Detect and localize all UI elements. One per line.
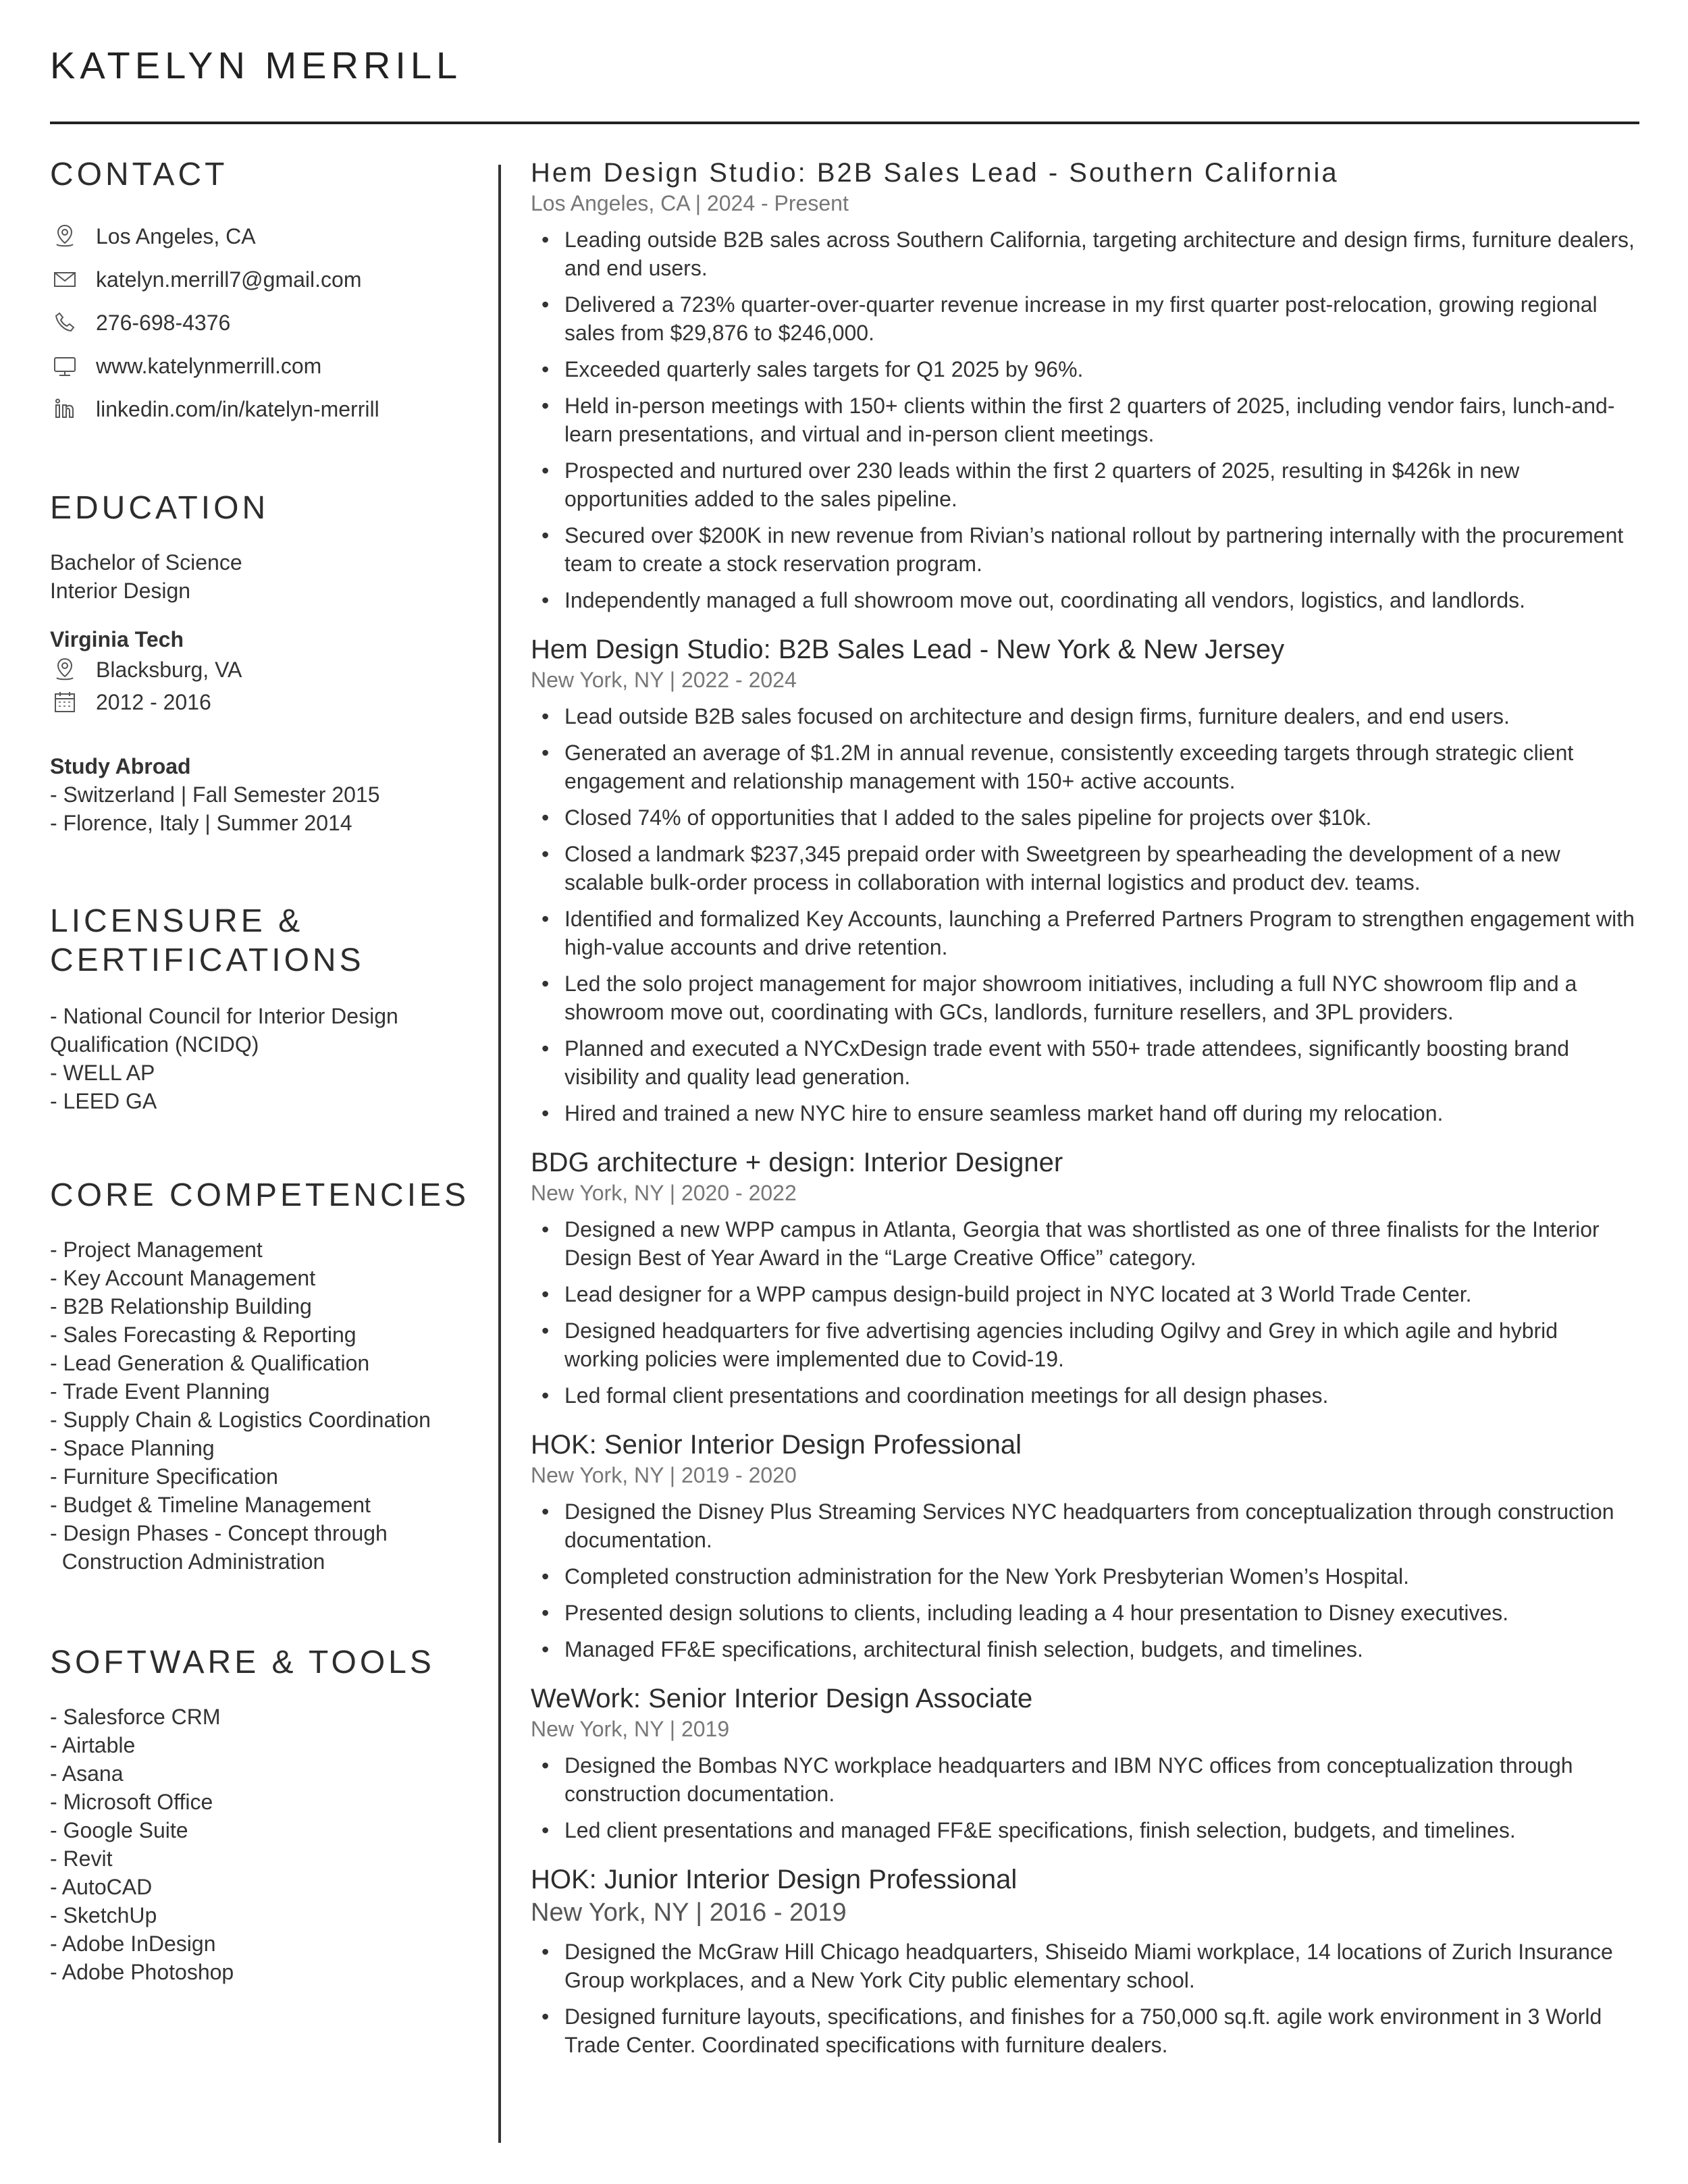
job-meta: New York, NY | 2016 - 2019 [531,1898,847,1927]
software-item: - Salesforce CRM [50,1705,221,1729]
job-bullet: • Hired and trained a new NYC hire to ensure seamless market hand off during my relocation. [564,1099,1638,1127]
study-abroad-item: - Switzerland | Fall Semester 2015 [50,782,380,807]
job-meta: New York, NY | 2022 - 2024 [531,668,797,692]
education-heading: EDUCATION [50,490,269,526]
contact-heading: CONTACT [50,157,228,192]
contact-location-text: Los Angeles, CA [96,223,256,248]
major: Interior Design [50,579,191,603]
software-item: - AutoCAD [50,1875,153,1899]
job-bullet: • Managed FF&E specifications, architectural finish selection, budgets, and timelines. [564,1635,1638,1663]
job-meta: New York, NY | 2019 - 2020 [531,1463,797,1487]
competency-item: - Sales Forecasting & Reporting [50,1323,357,1347]
contact-linkedin[interactable] [50,388,482,431]
software-item: - Microsoft Office [50,1790,213,1814]
job-meta: New York, NY | 2019 [531,1717,730,1741]
job-bullet: • Presented design solutions to clients, including leading a 4 hour presentation to Disney executives. [564,1599,1638,1627]
job-bullet: • Independently managed a full showroom move out, coordinating all vendors, logistics, and landlords. [564,586,1638,614]
linkedin-icon [50,396,80,423]
licensure-item: Qualification (NCIDQ) [50,1032,259,1057]
location-pin-icon [50,656,80,683]
job-bullet: • Designed headquarters for five advertising agencies including Ogilvy and Grey in which agile and hybrid working policies were implemented due to Covid-19. [564,1316,1638,1373]
left-column [50,155,482,1986]
job-meta: New York, NY | 2020 - 2022 [531,1181,797,1205]
software-item: - Asana [50,1761,124,1786]
job-entry [531,1146,1638,1410]
contact-phone-text[interactable]: 276-698-4376 [96,310,231,335]
study-abroad-item: - Florence, Italy | Summer 2014 [50,811,352,835]
job-title: BDG architecture + design: Interior Designer [531,1148,1063,1177]
job-entry [531,633,1638,1127]
licensure-section [50,902,482,1115]
contact-location [50,215,482,258]
software-item: - Revit [50,1846,113,1871]
job-bullet: • Led formal client presentations and coordination meetings for all design phases. [564,1381,1638,1410]
competency-item: - Furniture Specification [50,1464,278,1489]
competency-item: - Supply Chain & Logistics Coordination [50,1408,431,1432]
software-item: - Adobe Photoshop [50,1960,234,1984]
envelope-icon [50,266,80,293]
competency-item: - Trade Event Planning [50,1379,270,1404]
competency-item: - Space Planning [50,1436,215,1460]
contact-email[interactable] [50,258,482,301]
job-meta: Los Angeles, CA | 2024 - Present [531,191,849,215]
licensure-heading-line1: LICENSURE & [50,903,304,939]
job-bullet: • Held in-person meetings with 150+ clients within the first 2 quarters of 2025, including vendor fairs, lunch-and-learn presentations, and virtual and in-person client meetings. [564,392,1638,448]
job-title: Hem Design Studio: B2B Sales Lead - Southern California [531,158,1339,188]
column-divider [498,165,501,2143]
contact-email-text[interactable]: katelyn.merrill7@gmail.com [96,267,362,292]
competency-item: Construction Administration [50,1549,325,1574]
school-years [50,686,482,718]
software-heading: SOFTWARE & TOOLS [50,1645,435,1680]
job-bullet: • Completed construction administration for the New York Presbyterian Women’s Hospital. [564,1562,1638,1591]
job-bullet: • Leading outside B2B sales across Southern California, targeting architecture and design firms, furniture dealers, and end users. [564,225,1638,282]
competencies-heading: CORE COMPETENCIES [50,1177,470,1213]
job-bullet: • Lead designer for a WPP campus design-build project in NYC located at 3 World Trade Center. [564,1280,1638,1308]
job-title: Hem Design Studio: B2B Sales Lead - New York & New Jersey [531,635,1285,664]
job-bullet: • Planned and executed a NYCxDesign trade event with 550+ trade attendees, significantly boosting brand visibility and quality lead generation. [564,1034,1638,1091]
software-item: - Airtable [50,1733,136,1757]
education-section [50,489,482,837]
contact-website[interactable] [50,344,482,388]
competency-item: - Design Phases - Concept through [50,1521,388,1545]
job-bullet: • Delivered a 723% quarter-over-quarter revenue increase in my first quarter post-relocation, growing regional sales from $29,876 to $246,000. [564,290,1638,347]
school-location-text: Blacksburg, VA [96,657,242,682]
competency-item: - B2B Relationship Building [50,1294,312,1319]
job-bullet: • Designed the McGraw Hill Chicago headquarters, Shiseido Miami workplace, 14 locations of Zurich Insurance Group workplaces, and a New York City public elementary school. [564,1938,1638,1994]
software-item: - Google Suite [50,1818,188,1842]
phone-icon [50,309,80,336]
job-entry [531,1863,1638,2059]
contact-website-text[interactable]: www.katelynmerrill.com [96,353,322,378]
job-bullet: • Lead outside B2B sales focused on architecture and design firms, furniture dealers, and end users. [564,702,1638,730]
job-title: WeWork: Senior Interior Design Associate [531,1684,1033,1713]
location-pin-icon [50,223,80,250]
job-bullet: • Identified and formalized Key Accounts, launching a Preferred Partners Program to strengthen engagement with high-value accounts and drive retention. [564,905,1638,961]
job-title: HOK: Junior Interior Design Professional [531,1865,1018,1894]
licensure-item: - LEED GA [50,1089,157,1113]
job-bullet: • Secured over $200K in new revenue from Rivian’s national rollout by partnering internally with the procurement team to create a stock reservation program. [564,521,1638,578]
competency-item: - Key Account Management [50,1266,316,1290]
licensure-item: - WELL AP [50,1061,155,1085]
job-entry [531,1429,1638,1663]
job-bullet: • Prospected and nurtured over 230 leads within the first 2 quarters of 2025, resulting in $426k in new opportunities added to the sales pipeline. [564,456,1638,513]
job-bullet: • Designed furniture layouts, specifications, and finishes for a 750,000 sq.ft. agile work environment in 3 World Trade Center. Coordinated specifications with furniture dealers. [564,2002,1638,2059]
experience-column [531,157,1638,2078]
competency-item: - Budget & Timeline Management [50,1493,371,1517]
job-title: HOK: Senior Interior Design Professional [531,1430,1022,1460]
school-name: Virginia Tech [50,627,184,651]
job-bullet: • Generated an average of $1.2M in annual revenue, consistently exceeding targets through strategic client engagement and relationship management with 150+ active accounts. [564,739,1638,795]
job-bullet: • Led the solo project management for major showroom initiatives, including a full NYC showroom flip and a showroom move out, coordinating with GCs, landlords, furniture resellers, and 3PL providers. [564,969,1638,1026]
calendar-icon [50,689,80,716]
header-divider [50,122,1639,124]
licensure-heading-line2: CERTIFICATIONS [50,942,365,978]
job-bullet: • Exceeded quarterly sales targets for Q1 2025 by 96%. [564,355,1638,383]
job-bullet: • Led client presentations and managed FF&E specifications, finish selection, budgets, and timelines. [564,1816,1638,1844]
job-bullet: • Closed 74% of opportunities that I added to the sales pipeline for projects over $10k. [564,803,1638,832]
software-section [50,1643,482,1986]
software-item: - SketchUp [50,1903,157,1927]
competencies-section [50,1176,482,1576]
job-bullet: • Designed the Bombas NYC workplace headquarters and IBM NYC offices from conceptualization through construction documentation. [564,1751,1638,1808]
monitor-icon [50,352,80,379]
job-bullet: • Designed a new WPP campus in Atlanta, Georgia that was shortlisted as one of three finalists for the Interior Design Best of Year Award in the “Large Creative Office” category. [564,1215,1638,1272]
contact-linkedin-text[interactable]: linkedin.com/in/katelyn-merrill [96,396,379,421]
competency-item: - Lead Generation & Qualification [50,1351,370,1375]
job-bullet: • Closed a landmark $237,345 prepaid order with Sweetgreen by spearheading the development of a new scalable bulk-order process in collaboration with internal logistics and product dev. teams. [564,840,1638,897]
job-bullet: • Designed the Disney Plus Streaming Services NYC headquarters from conceptualization through construction documentation. [564,1497,1638,1554]
licensure-heading [50,902,482,980]
contact-section [50,155,482,431]
contact-phone[interactable] [50,301,482,344]
job-entry [531,1682,1638,1844]
job-entry [531,157,1638,614]
software-item: - Adobe InDesign [50,1932,216,1956]
licensure-item: - National Council for Interior Design [50,1004,398,1028]
school-location [50,654,482,686]
degree: Bachelor of Science [50,550,242,575]
competency-item: - Project Management [50,1237,263,1262]
resume-name: KATELYN MERRILL [50,44,463,86]
study-abroad-title: Study Abroad [50,754,191,778]
school-years-text: 2012 - 2016 [96,689,211,714]
